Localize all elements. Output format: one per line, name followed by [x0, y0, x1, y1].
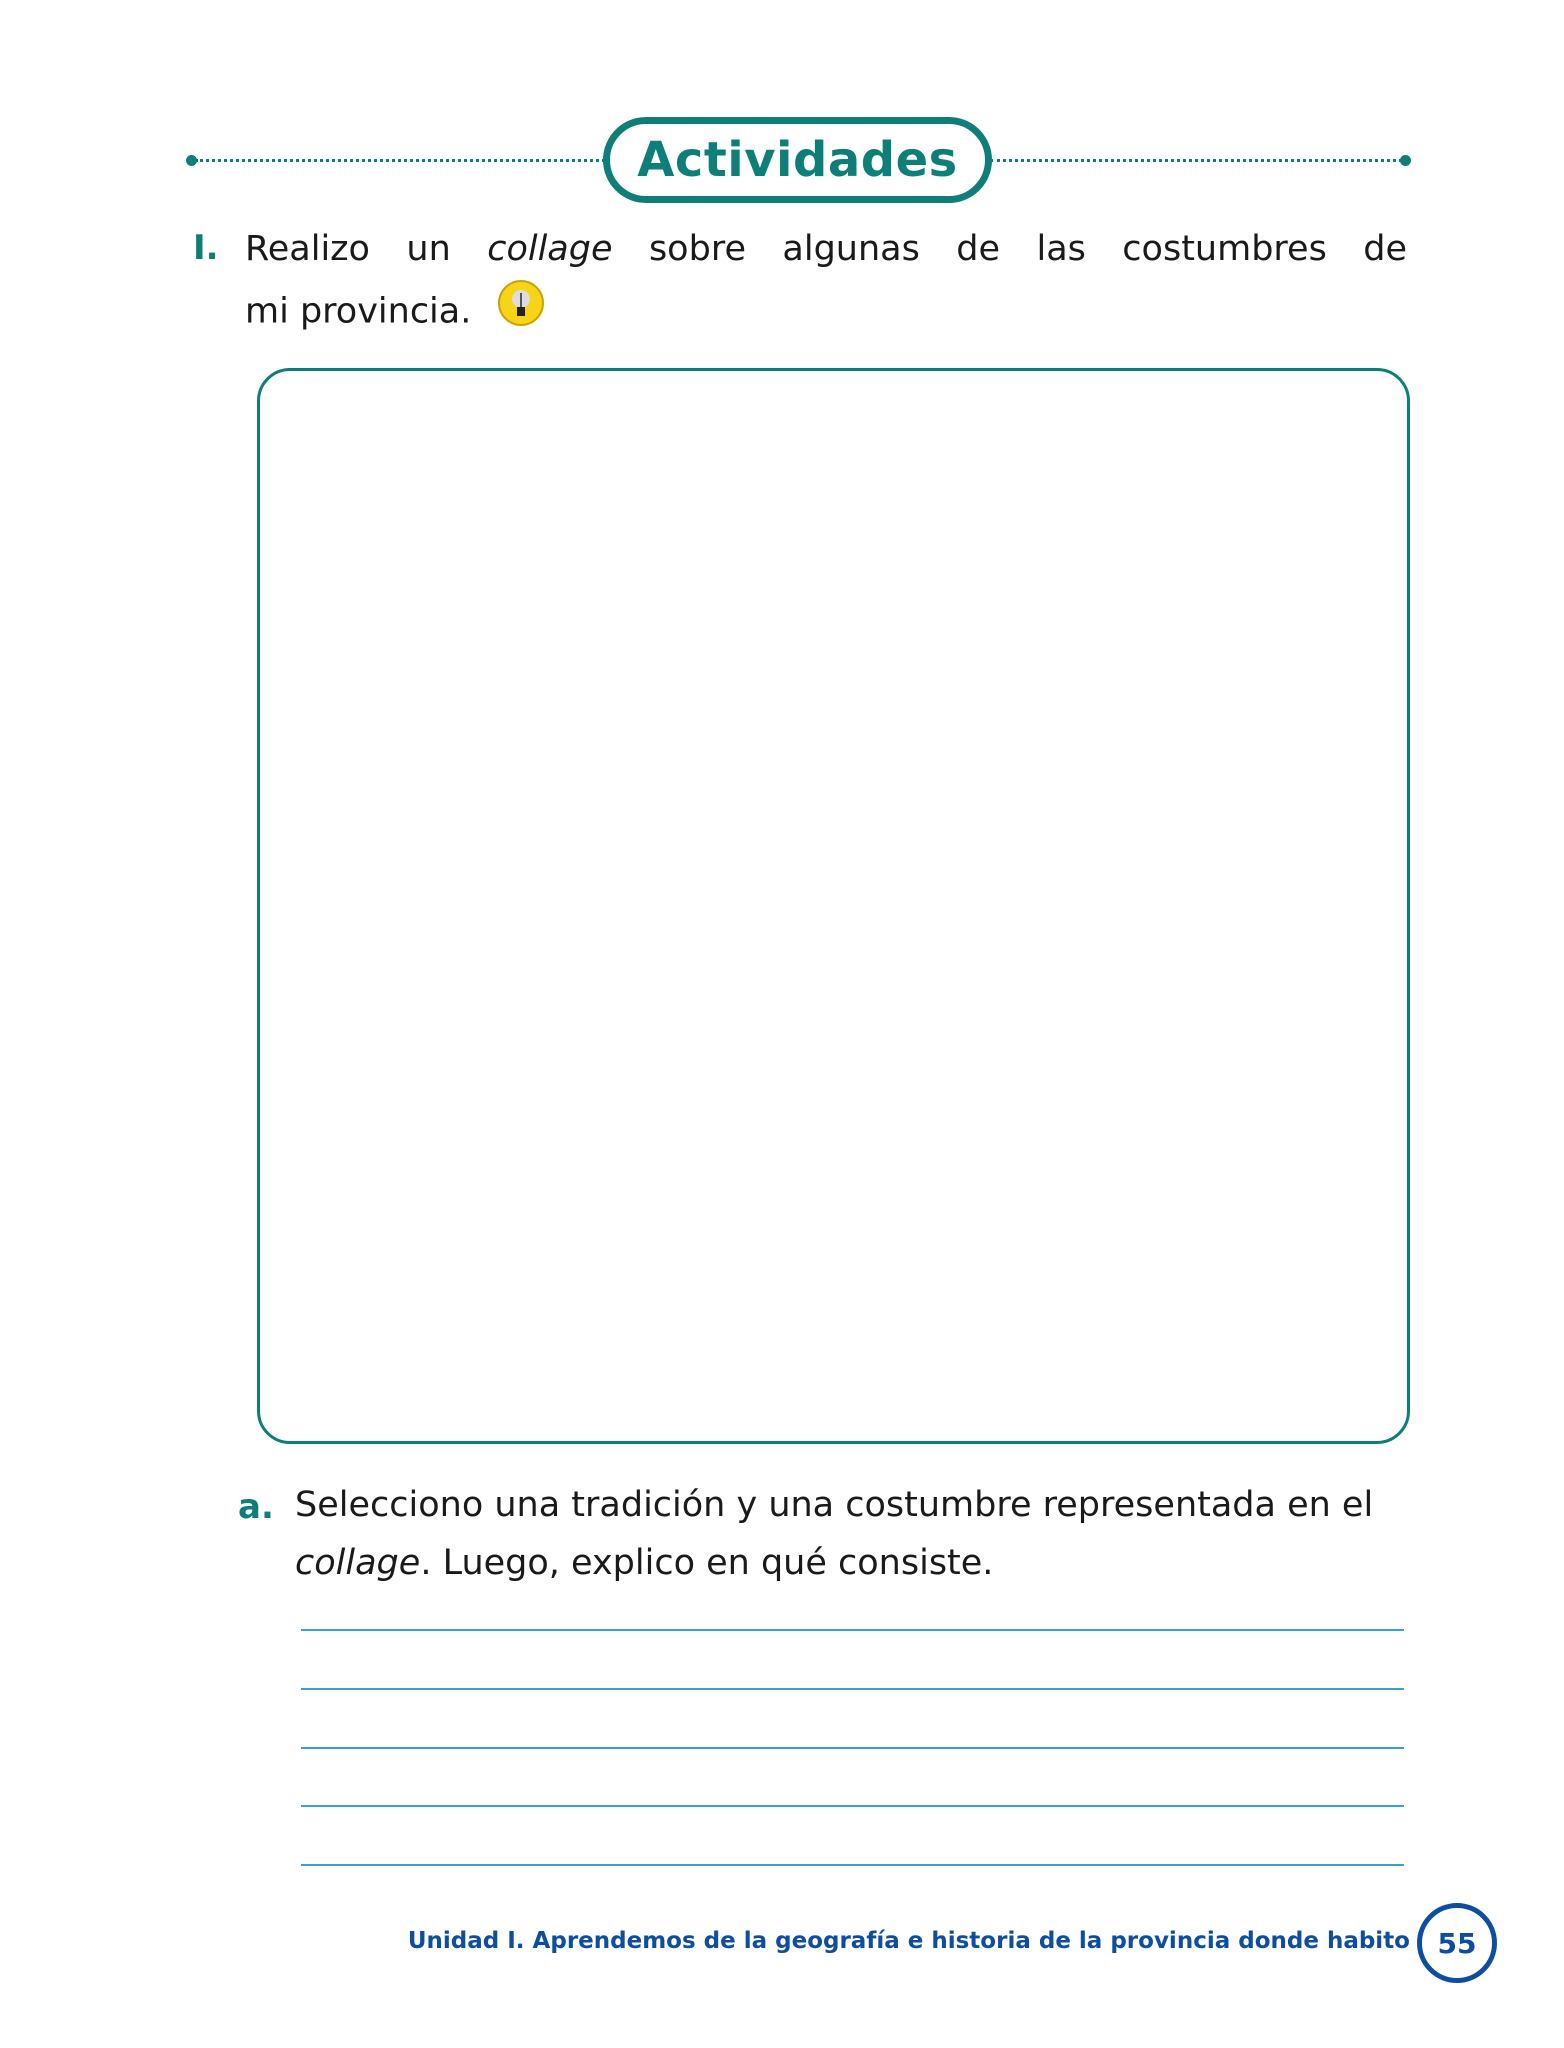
section-title-badge — [603, 117, 992, 203]
collage-drawing-area[interactable] — [257, 368, 1410, 1444]
text: sobre algunas de las costumbres de — [612, 229, 1407, 269]
subactivity-line1: Selecciono una tradición y una costumbre representada en el — [295, 1485, 1374, 1525]
answer-line[interactable] — [301, 1747, 1404, 1749]
answer-line[interactable] — [301, 1805, 1404, 1807]
header-dot-right — [1400, 155, 1411, 166]
footer-unit-title: Unidad I. Aprendemos de la geografía e historia de la provincia donde habito — [407, 1928, 1410, 1954]
text: Realizo un — [245, 229, 488, 269]
text-italic: collage — [487, 229, 613, 269]
activity-number: I. — [193, 228, 219, 268]
text: mi provincia. — [245, 291, 472, 332]
activity-instruction-line2 — [245, 279, 545, 346]
activity-instruction-line1 — [245, 220, 1407, 279]
text: . Luego, explico en qué consiste. — [420, 1543, 994, 1583]
page-number: 55 — [1417, 1903, 1497, 1983]
section-title: Actividades — [637, 132, 958, 188]
header-divider-right — [990, 159, 1402, 162]
subactivity-line2 — [295, 1534, 993, 1593]
answer-line[interactable] — [301, 1629, 1404, 1631]
answer-line[interactable] — [301, 1688, 1404, 1690]
lightbulb-icon — [497, 279, 545, 346]
text-italic: collage — [295, 1543, 421, 1583]
answer-line[interactable] — [301, 1864, 1404, 1866]
header-divider-left — [195, 159, 605, 162]
subactivity-letter: a. — [238, 1487, 274, 1527]
